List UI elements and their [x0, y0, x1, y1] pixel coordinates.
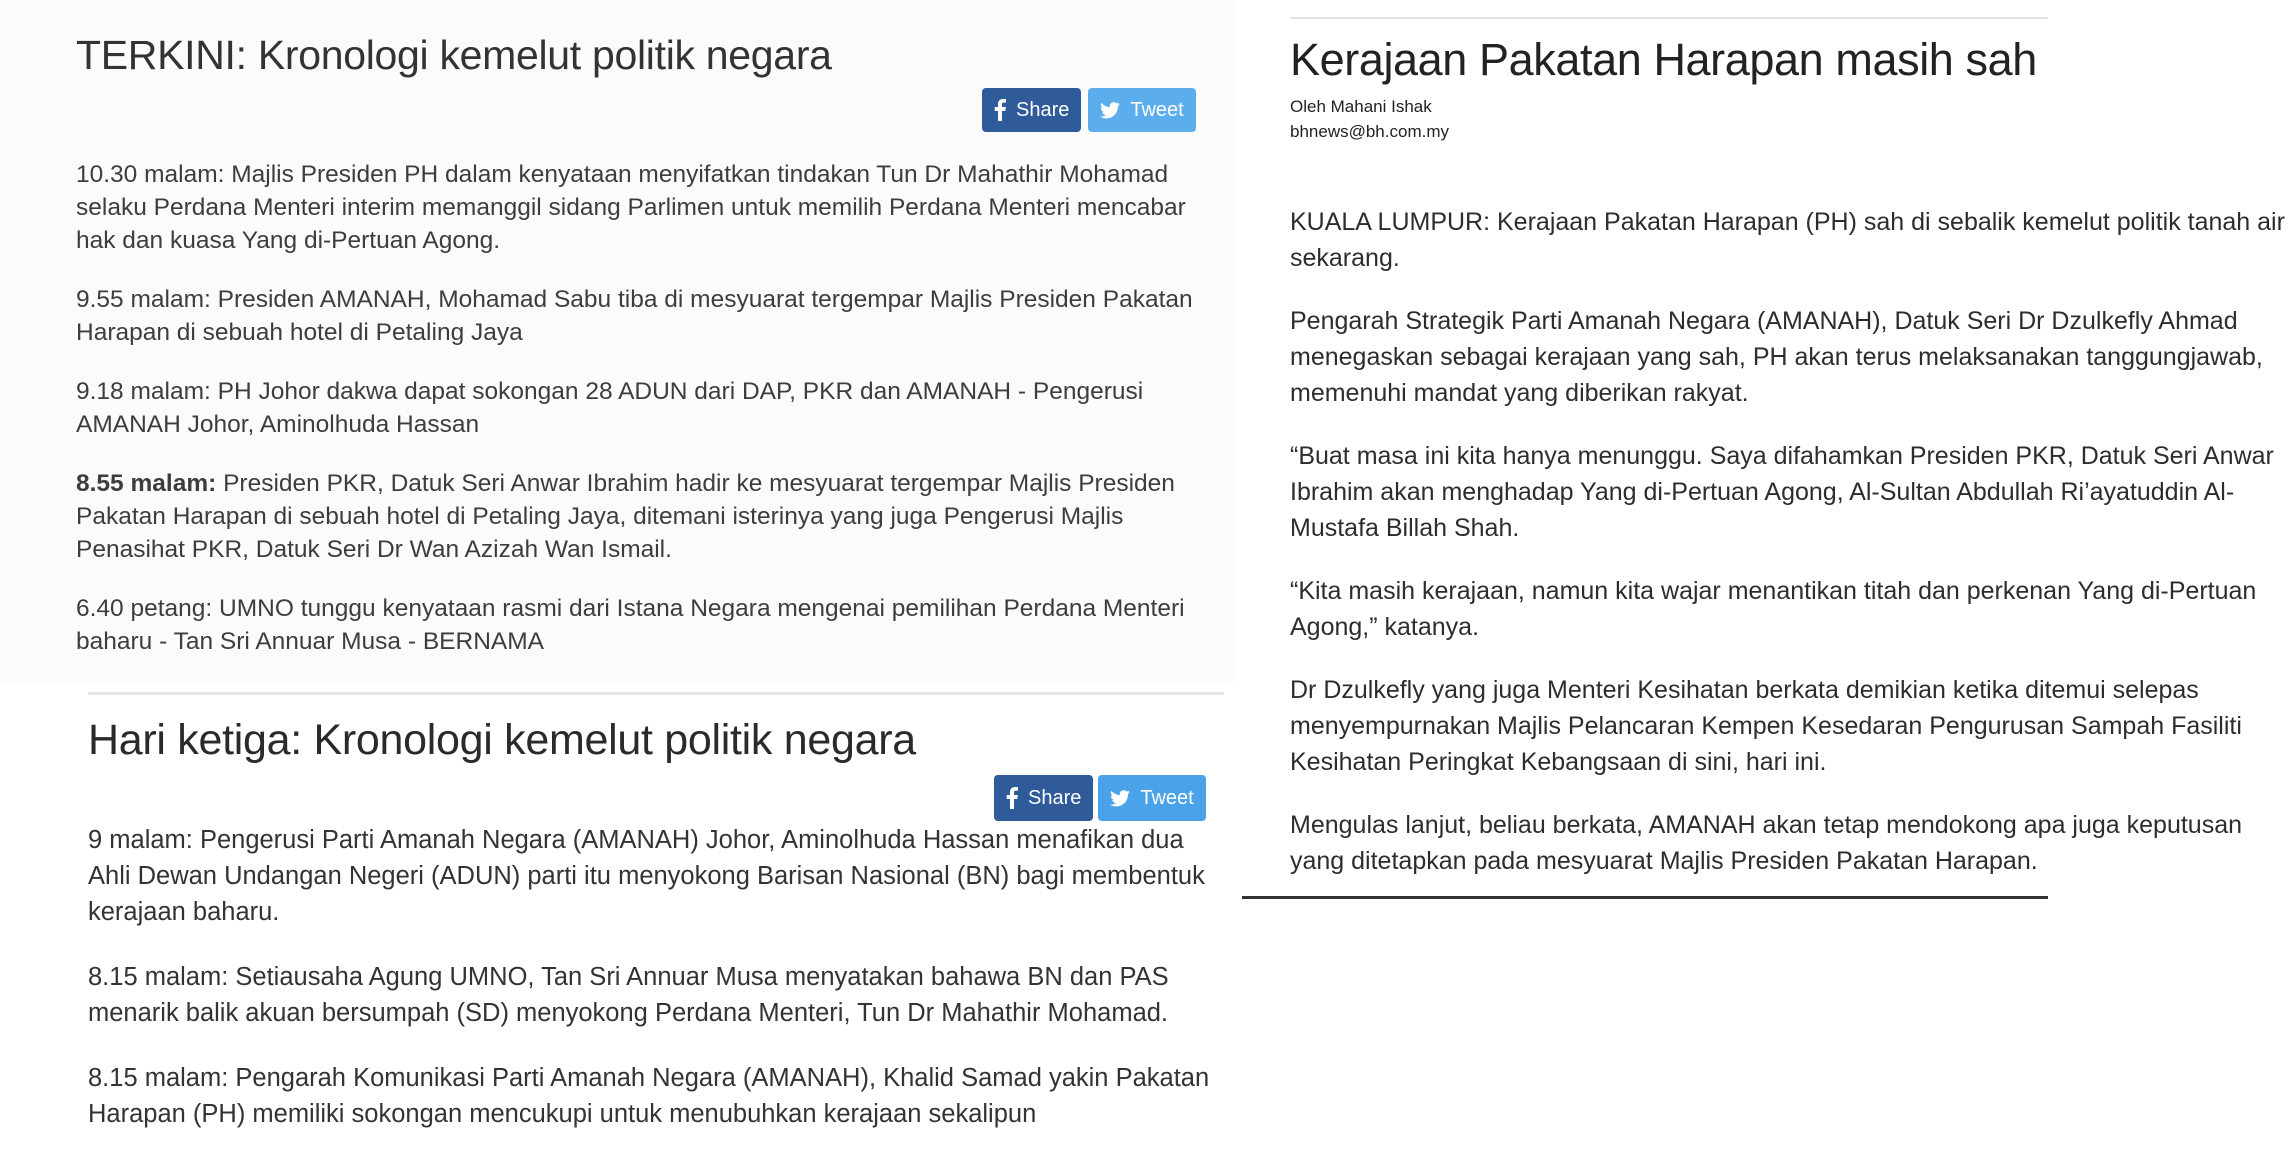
facebook-share-button[interactable]: [982, 88, 1081, 132]
article-terkini: [0, 0, 1236, 682]
tweet-button[interactable]: [1098, 775, 1205, 821]
divider: [1242, 896, 2048, 899]
byline-email[interactable]: bhnews@bh.com.my: [1290, 122, 1449, 141]
news-entry: 8.15 malam: Pengarah Komunikasi Parti Amanah Negara (AMANAH), Khalid Samad yakin Pakatan Harapan (PH) memiliki sokongan mencukupi untuk menubuhkan kerajaan sekalipun: [88, 1064, 1210, 1128]
twitter-icon: [1100, 102, 1120, 119]
article-body: [1290, 204, 2290, 906]
paragraph: KUALA LUMPUR: Kerajaan Pakatan Harapan (PH) sah di sebalik kemelut politik tanah air sekarang.: [1290, 208, 2285, 272]
news-entry: 8.15 malam: Setiausaha Agung UMNO, Tan Sri Annuar Musa menyatakan bahawa BN dan PAS menarik balik akuan bersumpah (SD) menyokong Perdana Menteri, Tun Dr Mahathir Mohamad.: [88, 963, 1169, 1027]
tweet-label: Tweet: [1130, 98, 1184, 121]
twitter-icon: [1110, 790, 1130, 807]
facebook-icon: [994, 99, 1006, 121]
article-hari-ketiga: [0, 682, 1236, 1152]
news-entries: [76, 158, 1216, 684]
byline-author: Oleh Mahani Ishak: [1290, 97, 1432, 116]
news-entry: 8.55 malam: Presiden PKR, Datuk Seri Anwar Ibrahim hadir ke mesyuarat tergempar Majlis Presiden Pakatan Harapan di sebuah hotel di Petaling Jaya, ditemani isterinya yang juga Pengerusi Majlis Penasihat PKR, Datuk Seri Dr Wan Azizah Wan Ismail.: [76, 470, 1175, 563]
divider: [88, 692, 1224, 695]
paragraph: “Kita masih kerajaan, namun kita wajar menantikan titah dan perkenan Yang di-Pertuan Agong,” katanya.: [1290, 577, 2257, 641]
news-entry: 6.40 petang: UMNO tunggu kenyataan rasmi dari Istana Negara mengenai pemilihan Perdana Menteri baharu - Tan Sri Annuar Musa - BERNAMA: [76, 595, 1185, 655]
article-kerajaan-ph: [1242, 0, 2285, 900]
article-title: Hari ketiga: Kronologi kemelut politik negara: [88, 716, 916, 764]
paragraph: “Buat masa ini kita hanya menunggu. Saya difahamkan Presiden PKR, Datuk Seri Anwar Ibrahim akan menghadap Yang di-Pertuan Agong, Al-Sultan Abdullah Ri’ayatuddin Al-Mustafa Billah Shah.: [1290, 442, 2274, 542]
news-entry: 9.18 malam: PH Johor dakwa dapat sokongan 28 ADUN dari DAP, PKR dan AMANAH - Pengerusi AMANAH Johor, Aminolhuda Hassan: [76, 378, 1144, 438]
article-title: TERKINI: Kronologi kemelut politik negara: [76, 32, 832, 78]
facebook-icon: [1006, 787, 1018, 809]
paragraph: Dr Dzulkefly yang juga Menteri Kesihatan berkata demikian ketika ditemui selepas menyempurnakan Majlis Pelancaran Kempen Kesedaran Pengurusan Sampah Fasiliti Kesihatan Peringkat Kebangsaan di sini, hari ini.: [1290, 676, 2242, 776]
paragraph: Mengulas lanjut, beliau berkata, AMANAH akan tetap mendokong apa juga keputusan yang ditetapkan pada mesyuarat Majlis Presiden Pakatan Harapan.: [1290, 811, 2243, 875]
share-buttons: [994, 775, 1206, 821]
news-entry: 9.55 malam: Presiden AMANAH, Mohamad Sabu tiba di mesyuarat tergempar Majlis Presiden Pakatan Harapan di sebuah hotel di Petaling Jaya: [76, 286, 1193, 346]
tweet-button[interactable]: [1088, 88, 1195, 132]
byline: [1290, 94, 1449, 144]
news-entry: 9 malam: Pengerusi Parti Amanah Negara (AMANAH) Johor, Aminolhuda Hassan menafikan dua Ahli Dewan Undangan Negeri (ADUN) parti itu menyokong Barisan Nasional (BN) bagi membentuk kerajaan baharu.: [88, 826, 1205, 926]
news-entries: [88, 822, 1228, 1161]
share-label: Share: [1016, 98, 1070, 121]
divider: [1290, 17, 2048, 19]
news-entry: 10.30 malam: Majlis Presiden PH dalam kenyataan menyifatkan tindakan Tun Dr Mahathir Mohamad selaku Perdana Menteri interim memanggil sidang Parlimen untuk memilih Perdana Menteri mencabar hak dan kuasa Yang di-Pertuan Agong.: [76, 161, 1186, 254]
tweet-label: Tweet: [1140, 786, 1194, 809]
share-label: Share: [1028, 786, 1082, 809]
facebook-share-button[interactable]: [994, 775, 1093, 821]
share-buttons: [982, 88, 1196, 132]
article-title: Kerajaan Pakatan Harapan masih sah: [1290, 34, 2037, 85]
paragraph: Pengarah Strategik Parti Amanah Negara (AMANAH), Datuk Seri Dr Dzulkefly Ahmad menegaskan sebagai kerajaan yang sah, PH akan terus melaksanakan tanggungjawab, memenuhi mandat yang diberikan rakyat.: [1290, 307, 2263, 407]
entry-time: 8.55 malam:: [76, 470, 217, 497]
